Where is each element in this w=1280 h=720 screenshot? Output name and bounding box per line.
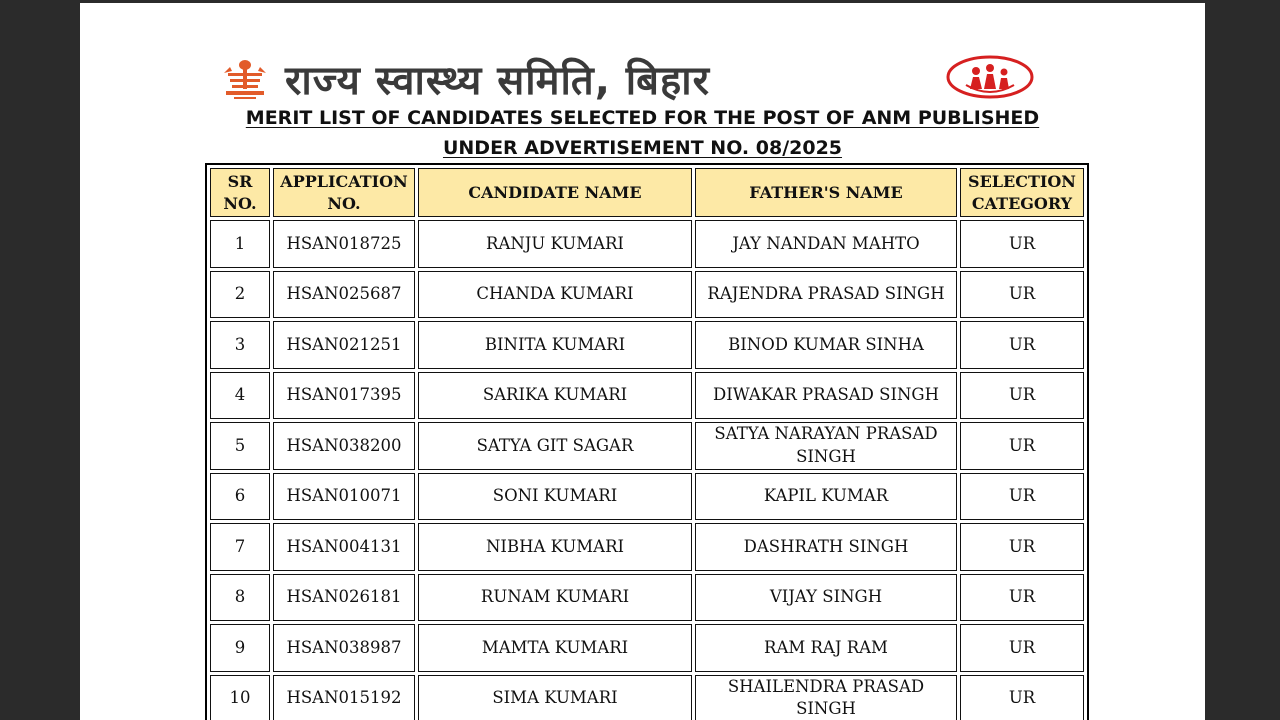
cell-fathers-name: DIWAKAR PRASAD SINGH — [695, 372, 957, 420]
cell-candidate-name: MAMTA KUMARI — [418, 624, 692, 672]
national-health-mission-logo-icon — [946, 55, 1034, 99]
cell-candidate-name: BINITA KUMARI — [418, 321, 692, 369]
cell-candidate-name: RUNAM KUMARI — [418, 574, 692, 622]
organization-title: राज्य स्वास्थ्य समिति, बिहार — [285, 58, 710, 104]
cell-fathers-name: VIJAY SINGH — [695, 574, 957, 622]
bihar-emblem-icon — [220, 57, 270, 101]
document-page — [80, 3, 1205, 720]
cell-application-no: HSAN025687 — [273, 271, 415, 319]
cell-sr: 8 — [210, 574, 270, 622]
cell-sr: 7 — [210, 523, 270, 571]
cell-category: UR — [960, 574, 1084, 622]
cell-candidate-name: CHANDA KUMARI — [418, 271, 692, 319]
cell-application-no: HSAN038987 — [273, 624, 415, 672]
table-row — [210, 624, 1084, 672]
table-row — [210, 372, 1084, 420]
cell-category: UR — [960, 473, 1084, 521]
cell-sr: 6 — [210, 473, 270, 521]
cell-application-no: HSAN004131 — [273, 523, 415, 571]
table-row — [210, 574, 1084, 622]
table-row — [210, 220, 1084, 268]
cell-sr: 1 — [210, 220, 270, 268]
cell-sr: 2 — [210, 271, 270, 319]
column-header-application-no: APPLICATION NO. — [273, 168, 415, 217]
cell-category: UR — [960, 675, 1084, 720]
cell-category: UR — [960, 523, 1084, 571]
cell-category: UR — [960, 422, 1084, 470]
cell-fathers-name: RAJENDRA PRASAD SINGH — [695, 271, 957, 319]
cell-sr: 9 — [210, 624, 270, 672]
cell-candidate-name: SATYA GIT SAGAR — [418, 422, 692, 470]
table-row — [210, 271, 1084, 319]
cell-application-no: HSAN021251 — [273, 321, 415, 369]
table-header-row — [210, 168, 1084, 217]
cell-application-no: HSAN026181 — [273, 574, 415, 622]
cell-category: UR — [960, 321, 1084, 369]
cell-sr: 3 — [210, 321, 270, 369]
cell-category: UR — [960, 372, 1084, 420]
cell-fathers-name: BINOD KUMAR SINHA — [695, 321, 957, 369]
document-header — [80, 49, 1205, 109]
column-header-fathers-name: FATHER'S NAME — [695, 168, 957, 217]
column-header-candidate-name: CANDIDATE NAME — [418, 168, 692, 217]
cell-fathers-name: RAM RAJ RAM — [695, 624, 957, 672]
table-row — [210, 675, 1084, 720]
cell-application-no: HSAN010071 — [273, 473, 415, 521]
table-row — [210, 321, 1084, 369]
cell-fathers-name: SATYA NARAYAN PRASAD SINGH — [695, 422, 957, 470]
cell-fathers-name: DASHRATH SINGH — [695, 523, 957, 571]
merit-list-table — [205, 163, 1089, 720]
cell-candidate-name: SARIKA KUMARI — [418, 372, 692, 420]
cell-application-no: HSAN018725 — [273, 220, 415, 268]
cell-candidate-name: NIBHA KUMARI — [418, 523, 692, 571]
cell-category: UR — [960, 220, 1084, 268]
cell-application-no: HSAN015192 — [273, 675, 415, 720]
cell-fathers-name: SHAILENDRA PRASAD SINGH — [695, 675, 957, 720]
table-row — [210, 473, 1084, 521]
cell-candidate-name: SIMA KUMARI — [418, 675, 692, 720]
cell-sr: 5 — [210, 422, 270, 470]
cell-candidate-name: SONI KUMARI — [418, 473, 692, 521]
column-header-sr-no: SR NO. — [210, 168, 270, 217]
column-header-selection-category: SELECTION CATEGORY — [960, 168, 1084, 217]
document-title-line-2: UNDER ADVERTISEMENT NO. 08/2025 — [442, 137, 843, 159]
cell-candidate-name: RANJU KUMARI — [418, 220, 692, 268]
document-title-line-1: MERIT LIST OF CANDIDATES SELECTED FOR THE POST OF ANM PUBLISHED — [245, 107, 1040, 129]
cell-sr: 10 — [210, 675, 270, 720]
cell-application-no: HSAN038200 — [273, 422, 415, 470]
table-row — [210, 422, 1084, 470]
cell-fathers-name: JAY NANDAN MAHTO — [695, 220, 957, 268]
cell-category: UR — [960, 624, 1084, 672]
cell-category: UR — [960, 271, 1084, 319]
cell-sr: 4 — [210, 372, 270, 420]
table-row — [210, 523, 1084, 571]
cell-application-no: HSAN017395 — [273, 372, 415, 420]
cell-fathers-name: KAPIL KUMAR — [695, 473, 957, 521]
